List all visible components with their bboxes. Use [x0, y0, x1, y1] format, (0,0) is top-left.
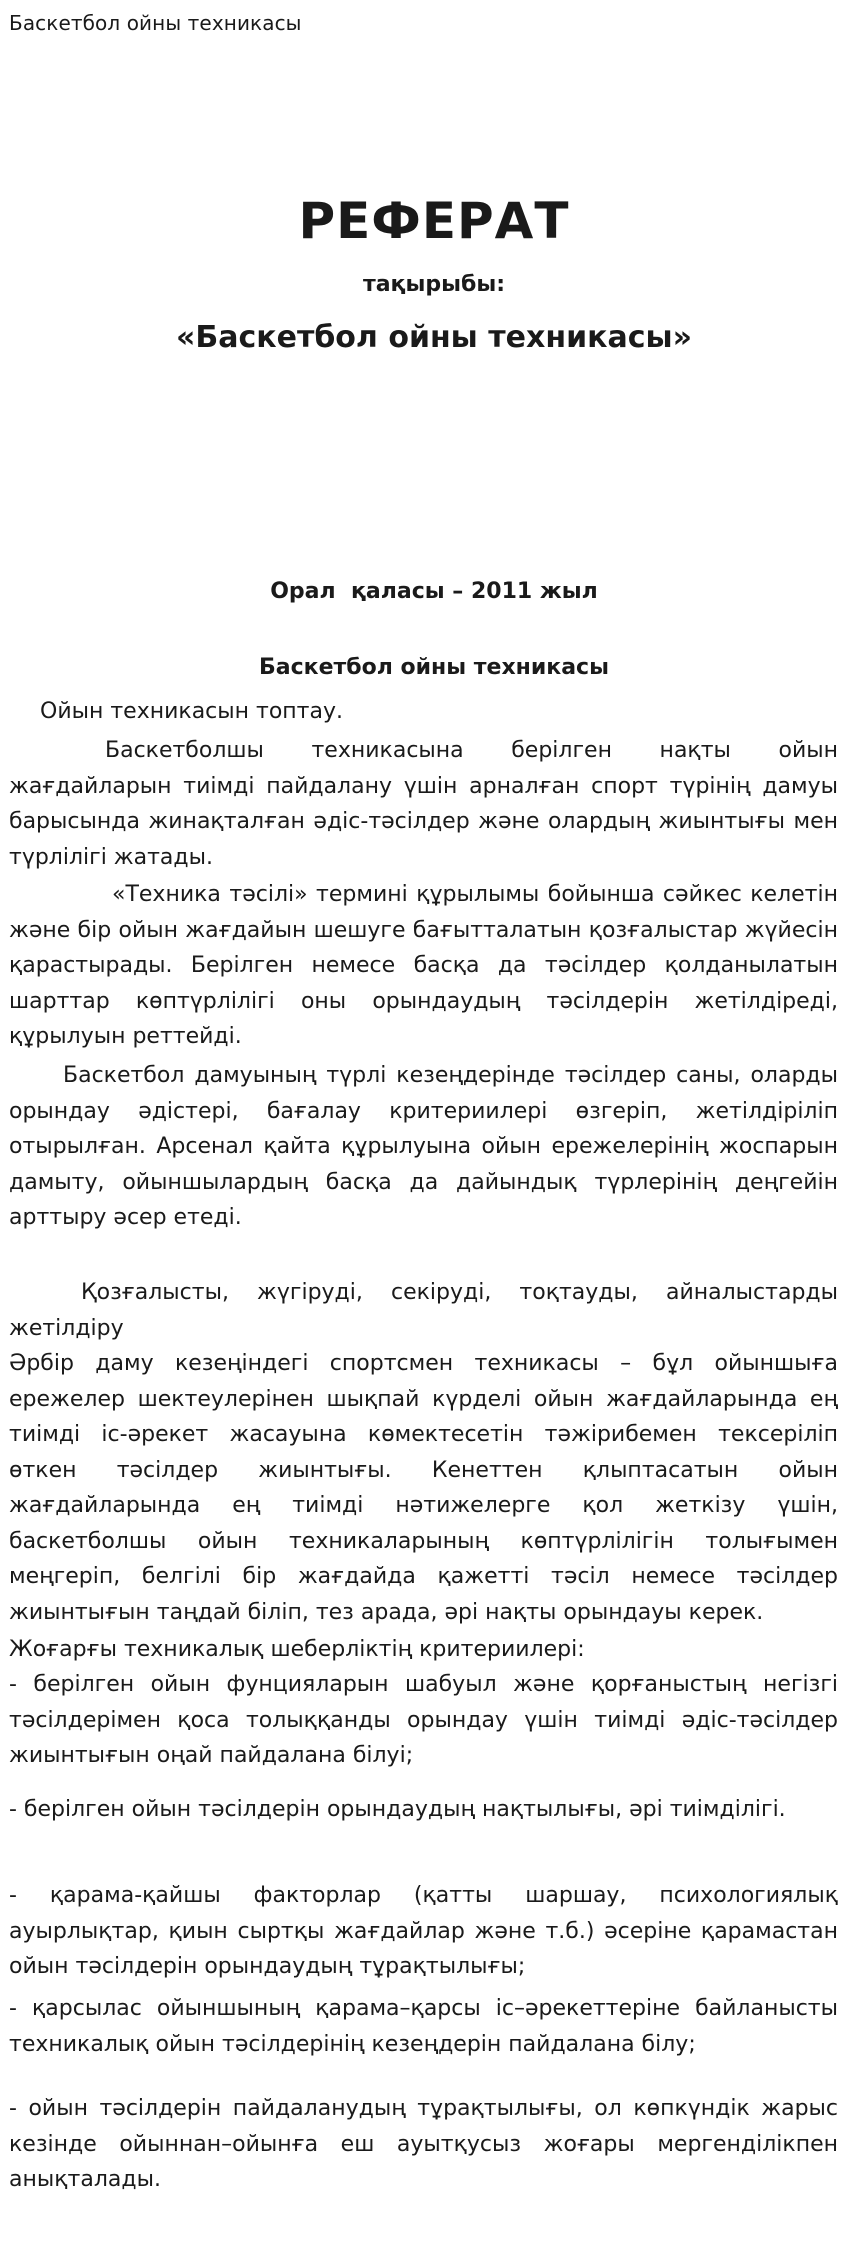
criteria-item — [9, 1792, 838, 1828]
paragraph-text: Баскетбол дамуының түрлі кезеңдерінде тәсілдер саны, оларды орындау әдістері, бағалау критериилері өзгеріп, жетілдіріліп отырылған. Арсенал қайта құрылуына ойын ережелерінің жоспарын дамыту, ойыншылардың басқа да дайындық түрлерінің деңгейін арттыру әсер етеді. — [9, 1063, 838, 1230]
paragraph — [9, 877, 838, 1055]
topic-label: тақырыбы: — [362, 272, 506, 297]
paragraph — [9, 1058, 838, 1236]
criteria-item-text: - қарсылас ойыншының қарама–қарсы іс–әрекеттеріне байланысты техникалық ойын тәсілдерінің кезеңдерін пайдалана білу; — [9, 1996, 838, 2057]
criteria-item — [9, 2091, 838, 2198]
criteria-item-text: - қарама-қайшы факторлар (қатты шаршау, психологиялық ауырлықтар, қиын сыртқы жағдайлар және т.б.) әсеріне қарамастан ойын тәсілдерін орындаудың тұрақтылығы; — [9, 1883, 838, 1979]
criteria-item-text: - ойын тәсілдерін пайдаланудың тұрақтылығы, ол көпкүндік жарыс кезінде ойыннан–ойынға еш ауытқусыз жоғары мергенділікпен анықталады. — [9, 2096, 838, 2192]
criteria-item — [9, 1667, 838, 1774]
running-header: Баскетбол ойны техникасы — [9, 11, 302, 35]
criteria-item-text: - берілген ойын фунцияларын шабуыл және қорғаныстың негізгі тәсілдерімен қоса толыққанды орындау үшін тиімді әдіс-тәсілдер жиынтығын оңай пайдалана білуі; — [9, 1672, 838, 1768]
criteria-item — [9, 1878, 838, 1985]
criteria-title: Жоғарғы техникалық шеберліктің критериилері: — [9, 1637, 585, 1662]
paragraph-text: Әрбір даму кезеңіндегі спортсмен техникасы – бұл ойыншыға ережелер шектеулерінен шықпай күрделі ойын жағдайларында ең тиімді іс-әрекет жасауына көмектесетін тәжірибемен тексеріліп өткен тәсілдер жиынтығы. Кенеттен қлыптасатын ойын жағдайларында ең тиімді нәтижелерге қол жеткізу үшін, баскетболшы ойын техникаларының көптүрлілігін толығымен меңгеріп, белгілі бір жағдайда қажетті тәсіл немесе тәсілдер жиынтығын таңдай біліп, тез арада, әрі нақты орындауы керек. — [9, 1351, 838, 1625]
paragraph-text: «Техника тәсілі» термині құрылымы бойынша сәйкес келетін және бір ойын жағдайын шешуге бағытталатын қозғалыстар жүйесін қарастырады. Берілген немесе басқа да тәсілдер қолданылатын шарттар көптүрлілігі оны орындаудың тәсілдерін жетілдіреді, құрылуын реттейді. — [9, 882, 838, 1049]
paragraph — [9, 1346, 838, 1630]
topic-title: «Баскетбол ойны техникасы» — [175, 320, 692, 355]
paragraph — [9, 733, 838, 875]
criteria-item-text: - берілген ойын тәсілдерін орындаудың нақтылығы, әрі тиімділігі. — [9, 1797, 786, 1822]
paragraph-text: Қозғалысты, жүгіруді, секіруді, тоқтауды, айналыстарды жетілдіру — [9, 1280, 838, 1341]
paragraph-text: Баскетболшы техникасына берілген нақты ойын жағдайларын тиімді пайдалану үшін арналған спорт түрінің дамуы барысында жинақталған әдіс-тәсілдер және олардың жиынтығы мен түрлілігі жатады. — [9, 738, 838, 870]
subheading: Ойын техникасын топтау. — [40, 699, 343, 724]
doc-title: РЕФЕРАТ — [298, 192, 570, 250]
paragraph — [9, 1275, 838, 1346]
criteria-item — [9, 1991, 838, 2062]
city-year: Орал қаласы – 2011 жыл — [270, 579, 598, 604]
section-heading: Баскетбол ойны техникасы — [259, 655, 609, 680]
